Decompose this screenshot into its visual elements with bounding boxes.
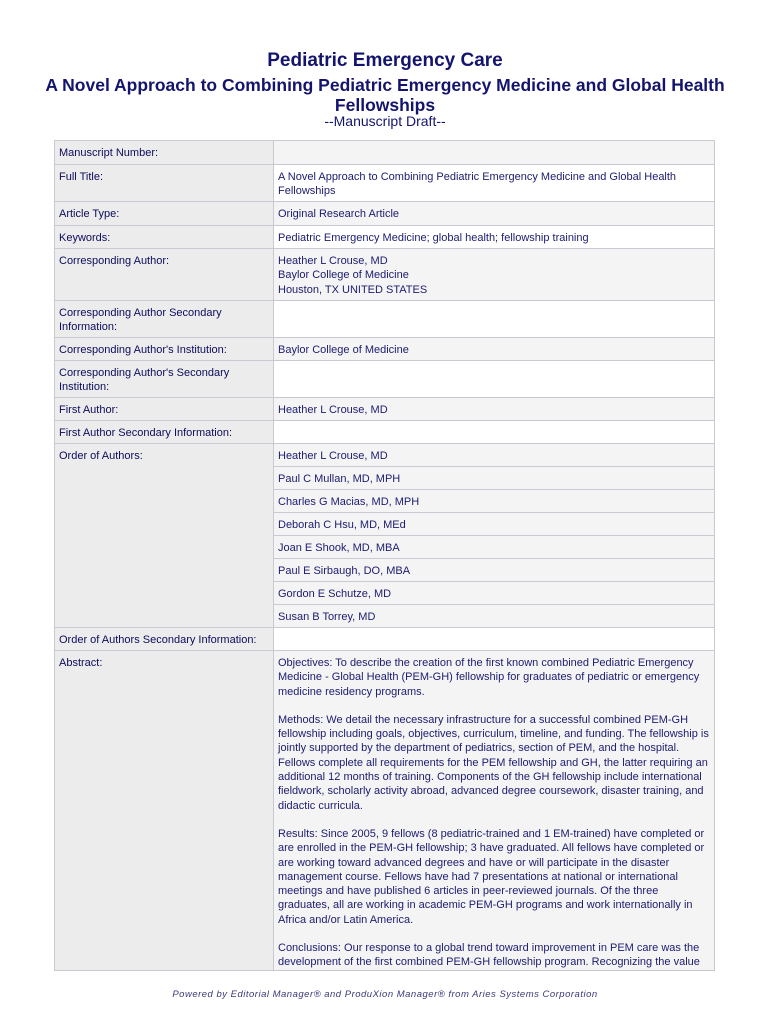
journal-title: Pediatric Emergency Care	[267, 50, 503, 71]
abstract-value	[274, 651, 715, 971]
order-of-authors-secondary-value	[274, 628, 715, 651]
abstract-results: Results: Since 2005, 9 fellows (8 pediatric-trained and 1 EM-trained) have completed or are enrolled in the PEM-GH fellowship; 3 have graduated. All fellows have completed or are working toward advanced degrees and have or will participate in the disaster management course. Fellows have had 7 presentations at national or international meetings and have published 6 articles in peer-reviewed journals. Of the three graduates, all are working in academic PEM-GH programs and work internationally in Africa and/or Latin America.	[278, 827, 705, 926]
abstract-objectives: Objectives: To describe the creation of the first known combined Pediatric Emergency Medicine - Global Health (PEM-GH) fellowship for graduates of pediatric or emergency medicine residency programs.	[278, 657, 700, 698]
first-author-secondary-label: First Author Secondary Information:	[55, 421, 274, 444]
author-item: Deborah C Hsu, MD, MEd	[274, 513, 715, 536]
manuscript-number-label: Manuscript Number:	[55, 141, 274, 165]
corresponding-author-label: Corresponding Author:	[55, 249, 274, 301]
manuscript-info-table	[54, 140, 715, 971]
abstract-methods: Methods: We detail the necessary infrastructure for a successful combined PEM-GH fellowship including goals, objectives, curriculum, timeline, and funding. The fellowship is jointly supported by the department of pediatrics, section of PEM, and the hospital. Fellows complete all requirements for the PEM fellowship and GH, the latter requiring an additional 12 months of training. Components of the GH fellowship include international fieldwork, scholarly activity abroad, advanced degree coursework, disaster training, and didactic curricula.	[278, 713, 709, 812]
abstract-conclusions: Conclusions: Our response to a global trend toward improvement in PEM care was the development of the first combined PEM-GH fellowship program. Recognizing the value	[278, 942, 700, 969]
footer-credit: Powered by Editorial Manager® and ProduXion Manager® from Aries Systems Corporation	[172, 989, 598, 1000]
author-item: Susan B Torrey, MD	[274, 605, 715, 628]
corr-author-institution-label: Corresponding Author's Institution:	[55, 338, 274, 361]
author-item: Heather L Crouse, MD	[274, 444, 715, 467]
abstract-label: Abstract:	[55, 651, 274, 971]
author-item: Gordon E Schutze, MD	[274, 582, 715, 605]
first-author-secondary-value	[274, 421, 715, 444]
corr-author-secondary-institution-value	[274, 361, 715, 398]
keywords-label: Keywords:	[55, 226, 274, 249]
author-item: Paul E Sirbaugh, DO, MBA	[274, 559, 715, 582]
order-of-authors-label: Order of Authors:	[55, 444, 274, 628]
first-author-value: Heather L Crouse, MD	[274, 398, 715, 421]
manuscript-number-value	[274, 141, 715, 165]
draft-label: --Manuscript Draft--	[324, 113, 446, 129]
order-of-authors-secondary-label: Order of Authors Secondary Information:	[55, 628, 274, 651]
keywords-value: Pediatric Emergency Medicine; global health; fellowship training	[274, 226, 715, 249]
author-item: Paul C Mullan, MD, MPH	[274, 467, 715, 490]
article-type-label: Article Type:	[55, 202, 274, 226]
first-author-label: First Author:	[55, 398, 274, 421]
corresponding-author-institution: Baylor College of Medicine	[278, 269, 409, 282]
author-item: Charles G Macias, MD, MPH	[274, 490, 715, 513]
corresponding-author-value	[274, 249, 715, 301]
corr-author-secondary-institution-label: Corresponding Author's Secondary Institution:	[55, 361, 274, 398]
corr-author-secondary-label: Corresponding Author Secondary Information:	[55, 301, 274, 338]
corr-author-secondary-value	[274, 301, 715, 338]
article-type-value: Original Research Article	[274, 202, 715, 226]
full-title-value: A Novel Approach to Combining Pediatric Emergency Medicine and Global Health Fellowships	[274, 165, 715, 202]
corr-author-institution-value: Baylor College of Medicine	[274, 338, 715, 361]
corresponding-author-location: Houston, TX UNITED STATES	[278, 283, 428, 296]
article-title: A Novel Approach to Combining Pediatric Emergency Medicine and Global Health Fellowships	[45, 75, 725, 115]
full-title-label: Full Title:	[55, 165, 274, 202]
author-item: Joan E Shook, MD, MBA	[274, 536, 715, 559]
corresponding-author-name: Heather L Crouse, MD	[278, 255, 388, 267]
